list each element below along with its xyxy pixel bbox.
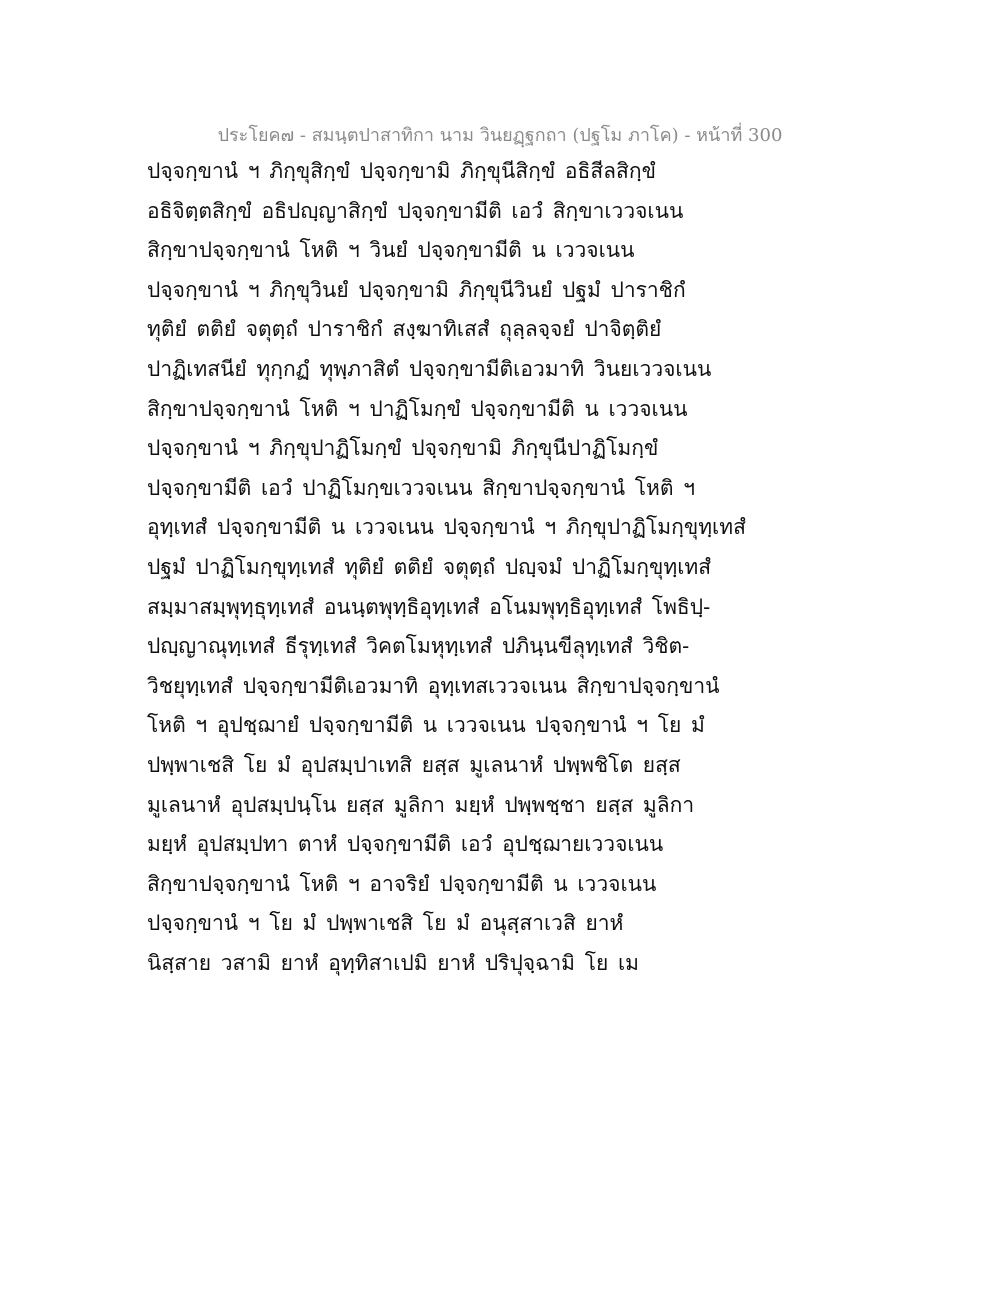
text-line: ปจฺจกฺขานํ ฯ โย มํ ปพฺพาเชสิ โย มํ อนุสฺสาเวสิ ยาหํ: [147, 911, 624, 936]
text-line: ปจฺจกฺขานํ ฯ ภิกฺขุปาฏิโมกฺขํ ปจฺจกฺขามิ ภิกฺขุนีปาฏิโมกฺขํ: [147, 436, 659, 461]
text-line: สิกฺขาปจฺจกฺขานํ โหติ ฯ อาจริยํ ปจฺจกฺขามีติ น เววจเนน: [147, 871, 657, 896]
text-line: สมฺมาสมฺพุทฺธุทฺเทสํ อนนฺตพุทฺธิอุทฺเทสํ อโนมพุทฺธิอุทฺเทสํ โพธิปฺ-: [147, 594, 711, 619]
text-line: ปฐมํ ปาฏิโมกฺขุทฺเทสํ ทุติยํ ตติยํ จตุตฺถํ ปญฺจมํ ปาฏิโมกฺขุทฺเทสํ: [147, 554, 712, 579]
text-line: วิชยุทฺเทสํ ปจฺจกฺขามีติเอวมาทิ อุทฺเทสเววจเนน สิกฺขาปจฺจกฺขานํ: [147, 673, 720, 698]
text-line: นิสฺสาย วสามิ ยาหํ อุทฺทิสาเปมิ ยาหํ ปริปุจฺฉามิ โย เม: [147, 950, 639, 975]
text-line: ปจฺจกฺขานํ ฯ ภิกฺขุวินยํ ปจฺจกฺขามิ ภิกฺขุนีวินยํ ปฐมํ ปาราชิกํ: [147, 277, 686, 302]
text-line: ปจฺจกฺขามีติ เอวํ ปาฏิโมกฺขเววจเนน สิกฺขาปจฺจกฺขานํ โหติ ฯ: [147, 475, 695, 500]
text-line: ปจฺจกฺขานํ ฯ ภิกฺขุสิกฺขํ ปจฺจกฺขามิ ภิกฺขุนีสิกฺขํ อธิสีลสิกฺขํ: [147, 159, 656, 183]
text-line: อธิจิตฺตสิกฺขํ อธิปญฺญาสิกฺขํ ปจฺจกฺขามีติ เอวํ สิกฺขาเววจเนน: [147, 198, 684, 223]
text-line: สิกฺขาปจฺจกฺขานํ โหติ ฯ ปาฏิโมกฺขํ ปจฺจกฺขามีติ น เววจเนน: [147, 396, 688, 421]
text-line: สิกฺขาปจฺจกฺขานํ โหติ ฯ วินยํ ปจฺจกฺขามีติ น เววจเนน: [147, 238, 635, 263]
page-header: ประโยค๗ - สมนฺตปาสาทิกา นาม วินยฏฺฐกถา (ปฐโม ภาโค) - หน้าที่ 300: [217, 125, 783, 146]
text-line: ปพฺพาเชสิ โย มํ อุปสมฺปาเทสิ ยสฺส มูเลนาหํ ปพฺพชิโต ยสฺส: [147, 752, 681, 777]
body-text: [147, 152, 867, 983]
text-line: โหติ ฯ อุปชฺฌายํ ปจฺจกฺขามีติ น เววจเนน ปจฺจกฺขานํ ฯ โย มํ: [147, 713, 705, 738]
text-line: มูเลนาหํ อุปสมฺปนฺโน ยสฺส มูลิกา มยฺหํ ปพฺพชฺชา ยสฺส มูลิกา: [147, 792, 695, 817]
text-line: ปาฏิเทสนียํ ทุกฺกฏํ ทุพฺภาสิตํ ปจฺจกฺขามีติเอวมาทิ วินยเววจเนน: [147, 356, 712, 381]
text-line: อุทฺเทสํ ปจฺจกฺขามีติ น เววจเนน ปจฺจกฺขานํ ฯ ภิกฺขุปาฏิโมกฺขุทฺเทสํ: [147, 515, 746, 540]
text-line: ปญฺญาณุทฺเทสํ ธีรุทฺเทสํ วิคตโมหุทฺเทสํ ปภินฺนขีลุทฺเทสํ วิชิต-: [147, 634, 690, 659]
text-line: ทุติยํ ตติยํ จตุตฺถํ ปาราชิกํ สงฺฆาทิเสสํ ถุลฺลจฺจยํ ปาจิตฺติยํ: [147, 317, 662, 342]
text-line: มยฺหํ อุปสมฺปทา ตาหํ ปจฺจกฺขามีติ เอวํ อุปชฺฌายเววจเนน: [147, 832, 664, 857]
